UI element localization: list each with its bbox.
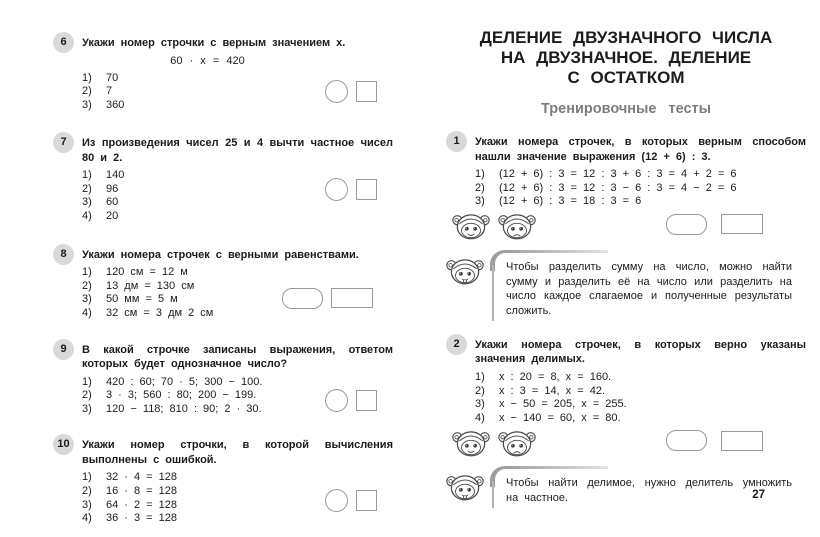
option-text: 3 · 3; 560 : 80; 200 − 199. bbox=[106, 389, 257, 402]
option-text: 120 − 118; 810 : 90; 2 · 30. bbox=[106, 402, 262, 415]
option-number: 2) bbox=[82, 389, 92, 402]
answer-option bbox=[82, 210, 393, 223]
option-number: 2) bbox=[82, 484, 92, 497]
exercise-number-badge: 10 bbox=[53, 434, 74, 455]
page-number: 27 bbox=[752, 489, 765, 501]
option-text: 20 bbox=[106, 210, 119, 223]
option-number: 2) bbox=[82, 279, 92, 292]
answer-oval-field bbox=[282, 288, 323, 309]
option-number: 1) bbox=[82, 266, 92, 279]
option-text: 420 : 60; 70 · 5; 300 − 100. bbox=[106, 375, 263, 388]
exercise-9 bbox=[53, 339, 393, 416]
tip-topline-decoration bbox=[505, 250, 608, 253]
option-number: 2) bbox=[82, 182, 92, 195]
option-number: 3) bbox=[82, 498, 92, 511]
option-number: 4) bbox=[82, 512, 92, 525]
exercise-number-badge: 9 bbox=[53, 339, 74, 360]
mascot-row bbox=[452, 426, 806, 459]
answer-circle-field bbox=[325, 80, 348, 103]
exercise-number-badge: 7 bbox=[53, 132, 74, 153]
option-number: 1) bbox=[82, 71, 92, 84]
answer-option bbox=[475, 182, 806, 195]
option-text: 7 bbox=[106, 85, 113, 98]
tip-leftline-decoration bbox=[492, 481, 495, 508]
exercise-6 bbox=[53, 32, 393, 111]
answer-option bbox=[475, 412, 806, 425]
monkey-sad-icon bbox=[498, 428, 536, 458]
answer-circle-field bbox=[325, 389, 348, 412]
answer-square-field bbox=[356, 490, 377, 511]
answer-option bbox=[82, 512, 393, 525]
option-text: 16 · 8 = 128 bbox=[106, 484, 178, 497]
right-column bbox=[446, 28, 806, 521]
option-text: (12 + 6) : 3 = 12 : 3 − 6 : 3 = 4 − 2 = 6 bbox=[499, 181, 737, 194]
answer-write-area bbox=[325, 178, 377, 201]
option-number: 1) bbox=[475, 168, 485, 180]
monkey-sad-icon bbox=[498, 211, 536, 241]
option-number: 3) bbox=[82, 293, 92, 306]
left-column bbox=[53, 32, 393, 537]
exercise-10 bbox=[53, 434, 393, 524]
exercise-title: Укажи номера строчек, в которых верным способом нашли значение выражения (12 + 6) : 3. bbox=[475, 136, 806, 163]
tip-text: Чтобы разделить сумму на число, можно найти сумму и разделить её на число или разделить на число каждое слагаемое и полученные результаты сложить. bbox=[506, 260, 792, 318]
option-text: 70 bbox=[106, 71, 119, 84]
tip-text: Чтобы найти делимое, нужно делитель умножить на частное. bbox=[506, 477, 792, 505]
answer-square-field bbox=[356, 81, 377, 102]
option-number: 4) bbox=[82, 306, 92, 319]
answer-oval-field bbox=[666, 214, 707, 235]
answer-write-area bbox=[666, 430, 763, 451]
option-number: 4) bbox=[475, 411, 485, 424]
tip-leftline-decoration bbox=[492, 265, 495, 321]
answer-option bbox=[82, 376, 393, 389]
answer-write-area bbox=[282, 288, 373, 309]
option-text: x : 20 = 8, x = 160. bbox=[499, 370, 612, 383]
option-number: 3) bbox=[82, 402, 92, 415]
option-text: 64 · 2 = 128 bbox=[106, 498, 178, 511]
option-text: x − 50 = 205, x = 255. bbox=[499, 398, 627, 411]
exercise-title: Из произведения чисел 25 и 4 вычти частное чисел 80 и 2. bbox=[82, 137, 393, 164]
answer-option bbox=[475, 371, 806, 384]
option-text: 36 · 3 = 128 bbox=[106, 512, 178, 525]
chapter-heading-line: ДЕЛЕНИЕ ДВУЗНАЧНОГО ЧИСЛА bbox=[479, 28, 773, 47]
option-number: 1) bbox=[82, 169, 92, 182]
answer-rect-field bbox=[721, 214, 763, 234]
tip-box bbox=[490, 250, 806, 323]
option-text: (12 + 6) : 3 = 12 : 3 + 6 : 3 = 4 + 2 = 6 bbox=[499, 168, 737, 180]
answer-circle-field bbox=[325, 489, 348, 512]
exercise-7 bbox=[53, 132, 393, 222]
option-text: 32 см = 3 дм 2 см bbox=[106, 306, 214, 319]
answer-option bbox=[475, 385, 806, 398]
option-number: 3) bbox=[475, 398, 485, 411]
answer-rect-field bbox=[331, 288, 373, 308]
option-text: 96 bbox=[106, 182, 119, 195]
option-number: 3) bbox=[82, 196, 92, 209]
option-number: 4) bbox=[82, 210, 92, 223]
option-text: 360 bbox=[106, 98, 125, 111]
exercise-title: В какой строчке записаны выражения, ответом которых будет однозначное число? bbox=[82, 343, 393, 371]
option-number: 2) bbox=[82, 85, 92, 98]
answer-rect-field bbox=[721, 431, 763, 451]
answer-square-field bbox=[356, 179, 377, 200]
option-number: 3) bbox=[475, 195, 485, 208]
option-text: 60 bbox=[106, 196, 119, 209]
monkey-happy-icon bbox=[452, 211, 490, 241]
option-number: 1) bbox=[82, 471, 92, 484]
option-text: 50 мм = 5 м bbox=[106, 293, 178, 306]
answer-option bbox=[475, 195, 806, 208]
exercise-title: Укажи номера строчек с верными равенствами. bbox=[82, 248, 359, 261]
answer-option bbox=[82, 307, 393, 320]
answer-write-area bbox=[325, 389, 377, 412]
answer-write-area bbox=[325, 80, 377, 103]
option-text: (12 + 6) : 3 = 18 : 3 = 6 bbox=[499, 195, 642, 208]
monkey-tip-icon bbox=[446, 472, 484, 502]
answer-write-area bbox=[325, 489, 377, 512]
answer-square-field bbox=[356, 390, 377, 411]
answer-option bbox=[475, 168, 806, 181]
answer-write-area bbox=[666, 214, 763, 235]
option-text: 140 bbox=[106, 169, 125, 182]
option-number: 2) bbox=[475, 181, 485, 194]
option-number: 1) bbox=[82, 375, 92, 388]
option-text: x − 140 = 60, x = 80. bbox=[499, 411, 621, 424]
mascot-row bbox=[452, 210, 806, 243]
exercise-title: Укажи номер строчки, в которой вычисления выполнены с ошибкой. bbox=[82, 439, 393, 466]
answer-option bbox=[82, 471, 393, 484]
monkey-tip-icon bbox=[446, 256, 484, 286]
option-number: 1) bbox=[475, 370, 485, 383]
answer-oval-field bbox=[666, 430, 707, 451]
section-subtitle: Тренировочные тесты bbox=[540, 101, 711, 117]
option-text: 120 см = 12 м bbox=[106, 266, 188, 279]
exercise-title: Укажи номера строчек, в которых верно указаны значения делимых. bbox=[475, 338, 806, 366]
chapter-heading-line: НА ДВУЗНАЧНОЕ. ДЕЛЕНИЕ bbox=[500, 48, 752, 67]
option-text: 13 дм = 130 см bbox=[106, 279, 195, 292]
chapter-heading bbox=[446, 28, 806, 88]
chapter-heading-line: С ОСТАТКОМ bbox=[567, 68, 685, 87]
exercise-1 bbox=[446, 131, 806, 208]
option-number: 2) bbox=[475, 384, 485, 397]
option-text: 32 · 4 = 128 bbox=[106, 471, 178, 484]
answer-option bbox=[82, 266, 393, 279]
answer-circle-field bbox=[325, 178, 348, 201]
answer-option bbox=[475, 398, 806, 411]
option-number: 3) bbox=[82, 98, 92, 111]
exercise-8 bbox=[53, 244, 393, 320]
exercise-number-badge: 1 bbox=[446, 131, 467, 152]
exercise-number-badge: 2 bbox=[446, 334, 467, 355]
tip-topline-decoration bbox=[505, 466, 608, 469]
exercise-number-badge: 6 bbox=[53, 32, 74, 53]
exercise-equation: 60 · x = 420 bbox=[170, 54, 245, 67]
tip-block bbox=[446, 250, 806, 323]
monkey-happy-icon bbox=[452, 428, 490, 458]
exercise-title: Укажи номер строчки с верным значением x. bbox=[82, 37, 346, 49]
exercise-2 bbox=[446, 334, 806, 424]
option-text: x : 3 = 14, x = 42. bbox=[499, 384, 605, 397]
exercise-number-badge: 8 bbox=[53, 244, 74, 265]
